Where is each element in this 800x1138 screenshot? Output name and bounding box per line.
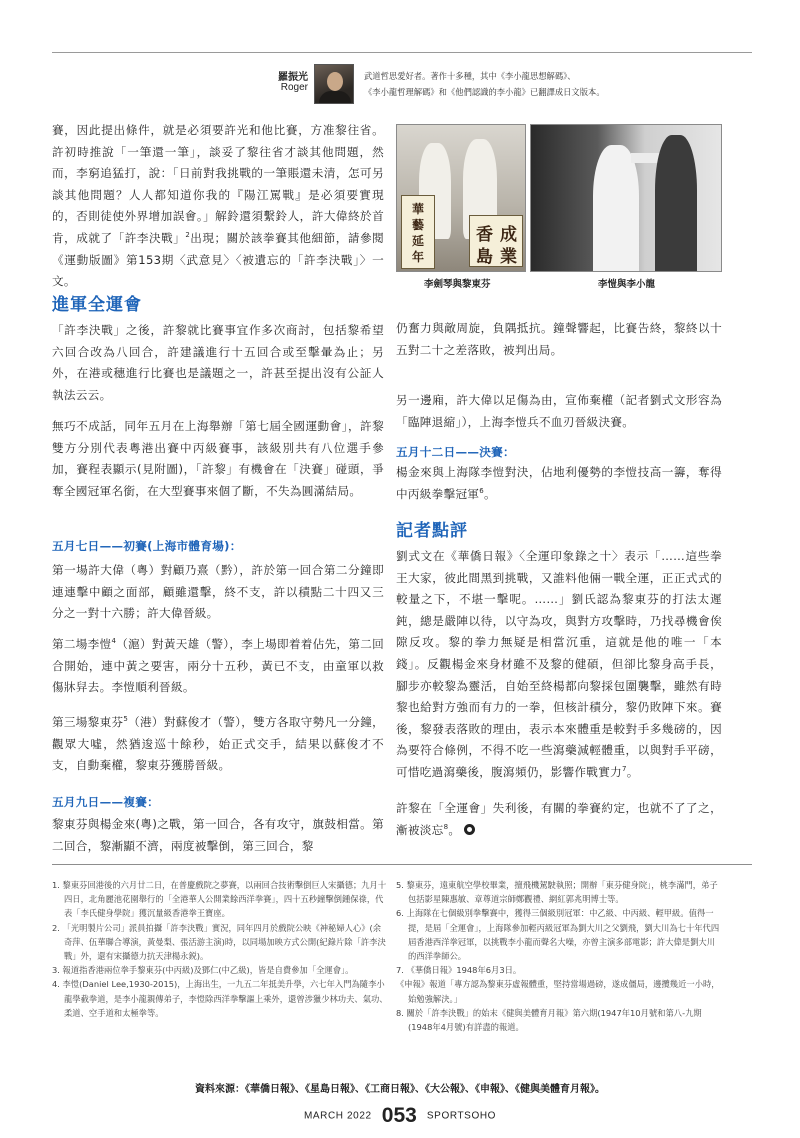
section-heading-reporter-review: 記者點評 — [396, 521, 468, 541]
end-mark-icon — [464, 824, 475, 835]
footnote-2: 2. 「光明製片公司」派員拍攝「許李決戰」實況，同年四月於戲院公映《神秘婦人心》(余奇萍、伍華聯合導演，黃曼梨、張活游主演)時，以同場加映方式公開(紀錄片除「許李決戰」外，還有宋攝德力抗天津楊永鋭)。 — [52, 922, 386, 962]
sources-line: 資料來源：《華僑日報》、《星島日報》、《工商日報》、《大公報》、《申報》、《健與美體育月報》。 — [195, 1084, 605, 1095]
section1-paragraph-6: 黎東芬與楊金來(粵)之戰，第一回合，各有攻守，旗鼓相當。第二回合，黎漸顯不濟，兩度被擊倒，第三回合，黎 — [52, 817, 384, 853]
right-paragraph-1: 仍奮力與敵周旋，負隅抵抗。鐘聲響起，比賽告終，黎終以十五對二十之差落敗，被判出局。 — [396, 321, 722, 357]
right-paragraph-4: 劉式文在《華僑日報》〈全運印象錄之十〉表示「……這些拳王大家，彼此間黑到挑戰，又誰料他倆一戰全運，正正式式的較量之下，不堪一擊呢。……」劉氏認為黎東芬的打法太遲鈍，總是嚴陣以待，以守為攻，與對方攻擊時，乃找尋機會俟隙反攻。黎的拳力無疑是相當沉重，這就是他的唯一「本錢」。反觀楊金來身材雖不及黎的健碩，但卻比黎身高手長，腳步亦較黎為靈活，自始至終楊都向黎採包圍襲擊，雖然有時黎也給對方強而有力的一拳，但核計積分，黎仍敗陣下來。賽後，黎發表落敗的理由，表示本來體重是較對手多幾磅的，因為要符合條例，不得不吃一些瀉藥減輕體重，以與對手平磅，可惜吃過瀉藥後，腹瀉頻仍，影響作戰實力$^7$。 — [396, 549, 722, 779]
footnote-7b: 《申報》報道「專方認為黎東芬虛報體重，堅持當場過磅，遂成僵局，邊攬幾近一小時，始勉強解決。」 — [396, 979, 720, 1004]
footnote-5: 5. 黎東芬，遠東航空學校畢業，擅飛機駕駛執照；開辦「東芬健身院」，桃李滿門，弟子包括影星陳惠敏、章尊道宗師鄭觀禮、網紅郭兆明博士等。 — [396, 880, 718, 905]
photo-daniel-lee-bruce-lee — [530, 124, 722, 272]
section1-paragraph-2: 無巧不成話，同年五月在上海舉辦「第七屆全國運動會」，許黎雙方分別代表粵港出賽中丙級賽事，該級別共有八位選手參加，賽程表顯示(見附圖)，「許黎」有機會在「決賽」碰頭，爭奪全國冠軍名銜，在大型賽事來個了斷，不失為圓滿結局。 — [52, 419, 384, 498]
photo-caption-2: 李愷與李小龍 — [598, 279, 656, 290]
section-heading-national-games: 進軍全運會 — [52, 295, 142, 315]
section1-paragraph-3: 第一場許大偉（粵）對顧乃熹（黔），許於第一回合第二分鐘即連連擊中顧之面部，顧雖還擊，終不支，許以積點二十四又三分之一對十六勝；許大偉晉級。 — [52, 563, 384, 621]
date-heading-may-7: 五月七日——初賽(上海市體育場)： — [52, 539, 242, 553]
author-avatar — [314, 64, 354, 104]
footnote-8: 8. 關於「許李決戰」的始末《健與美體育月報》第六期(1947年10月號和第八-九期 (1948年4月號)有詳盡的報道。 — [396, 1007, 702, 1033]
page-footer — [0, 1104, 800, 1128]
date-heading-may-12: 五月十二日——決賽： — [396, 445, 515, 459]
author-name: 羅振光 — [278, 72, 308, 83]
footnote-1: 1. 黎東芬回港後的六月廿二日，在普慶戲院之夢賽，以兩回合技術擊倒巨人宋攝德；九月十四日，北角麗池花園舉行的「全港華人公開業餘西洋拳賽」，四十五秒鐘擊倒鍾保祿，代表「李氏健身學院」獲沉量級香港拳王寶座。 — [52, 880, 387, 919]
right-paragraph-5: 許黎在「全運會」失利後，有關的拳賽約定，也就不了了之，漸被淡忘$^8$。 — [396, 801, 722, 837]
section1-paragraph-4: 第二場李愷$^4$（滬）對黃天雄（警），李上場即着着佔先，第二回合開始，連中黃之要害，兩分十五秒，黃已不支，由童軍以救傷牀舁去。李愷順利晉級。 — [52, 637, 385, 695]
footnotes-right — [396, 878, 722, 1034]
photo-lee-kim-kam-lai-tung-fun — [396, 124, 526, 272]
author-bio-line2: 《李小龍哲理解碼》和《他們認識的李小龍》已翻譯成日文版本。 — [364, 87, 605, 97]
intro-block — [52, 120, 384, 293]
footnotes-left — [52, 878, 388, 1020]
footnote-7: 7. 《華僑日報》1948年6月3日。 — [396, 965, 522, 976]
intro-paragraph: 賽，因此提出條件，就是必須要許光和他比賽，方准黎往省。許初時推說「一筆還一筆」，談妥了黎往省才談其他問題，然而，李窮追猛打，說：「日前對我挑戰的一筆賬還未清，怎可另談其他問題？人人都知道你我的『陽江罵戰』是必須要實現的，否則徒使外界增加誤會。」解鈴還須繫鈴人，許大偉終於首肯，成就了「許李決戰」$^2$出現；關於該拳賽其他細節，請參閱《運動版圖》第153期〈武意見〉〈被遺忘的「許李決戰」〉一文。 — [52, 123, 384, 289]
page-number: 053 — [381, 1104, 417, 1127]
footnote-4: 4. 李愷(Daniel Lee,1930-2015)，上海出生，一九五二年抵美升學，六七年入門為隨李小龍學截拳道，是李小龍親傳弟子，李愷除西洋拳擊謳上乘外，還曾涉獵少林功夫、氣功、柔道、空手道和太極拳等。 — [52, 979, 388, 1018]
footnote-divider — [52, 864, 752, 865]
photo-caption-1: 李劍琴與黎東芬 — [424, 279, 491, 290]
section1-paragraph-1: 「許李決戰」之後，許黎就比賽事宜作多次商討，包括黎希望六回合改為八回合，許建議進行十五回合或至擊暈為止；另外，在港或穗進行比賽也是議題之一，許甚至提出沒有公証人執法云云。 — [52, 323, 384, 402]
author-bio-line1: 武道哲思愛好者。著作十多種，其中《李小龍思想解碼》、 — [364, 71, 576, 81]
date-heading-may-9: 五月九日——複賽： — [52, 795, 160, 809]
section1-paragraph-5: 第三場黎東芬$^5$（港）對蘇俊才（警），雙方各取守勢凡一分鐘，觀眾大噓，然猶逡巡十餘秒，始正式交手，結果以蘇俊才不支，自動棄權，黎東芬獲勝晉級。 — [52, 715, 385, 773]
plaque: 華 藝 延 年 — [401, 195, 435, 269]
footnote-3: 3. 報道指香港兩位拳手黎東芬(中丙級)及鄧仁(中乙級)，皆是自費參加「全運會」。 — [52, 965, 354, 976]
footer-brand: SPORTSOHO — [426, 1110, 497, 1122]
footer-month: MARCH 2022 — [303, 1110, 372, 1122]
top-rule — [52, 52, 752, 53]
footnote-6: 6. 上海隊在七個級別拳擊賽中，獲得三個級別冠軍：中乙級、中丙級、輕甲級。值得一提，是屆「全運會」，上海隊參加輕丙級冠軍為劉大川之父劉飛，劉大川為七十年代四屆香港西洋拳冠軍，以挑戰李小龍而聲名大噪，亦曾主演多部電影；許大偉是劉大川的西洋拳師公。 — [396, 908, 720, 962]
right-paragraph-2: 另一邊廂，許大偉以足傷為由，宣佈棄權（記者劉式文形容為「臨陣退縮」），上海李愷兵不血刃晉級決賽。 — [396, 393, 722, 429]
author-bio — [364, 68, 624, 100]
right-paragraph-3: 楊金來與上海隊李愷對決，佔地利優勢的李愷技高一籌，奪得中丙級拳擊冠軍$^6$。 — [396, 465, 722, 501]
author-name-en: Roger — [280, 82, 308, 93]
banner: 成 業 香 島 — [469, 215, 523, 267]
